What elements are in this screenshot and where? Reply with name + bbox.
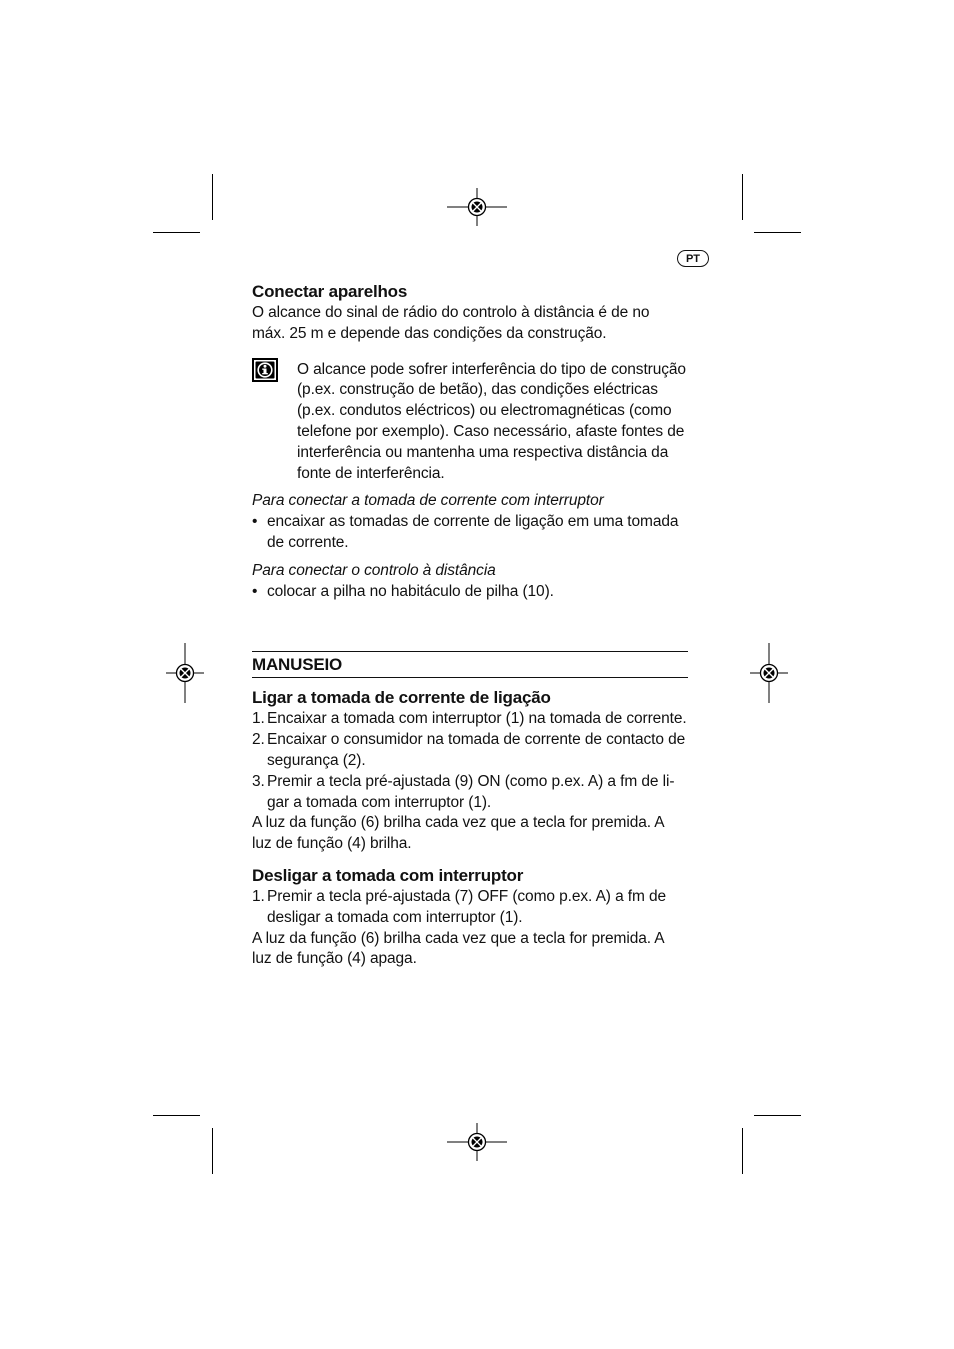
text-line: interferência ou mantenha uma respectiva distância da: [297, 443, 669, 461]
text-line: (p.ex. condutos eléctricos) ou electromagnéticas (como: [297, 402, 672, 420]
crop-mark-icon: [153, 232, 200, 233]
list-number: 2.: [252, 731, 265, 749]
text-line: desligar a tomada com interruptor (1).: [267, 908, 523, 926]
section-title: Conectar aparelhos: [252, 282, 408, 301]
crop-mark-icon: [754, 1115, 801, 1116]
subsection-title: Desligar a tomada com interruptor: [252, 865, 524, 885]
language-badge: PT: [677, 250, 709, 267]
registration-mark-icon: [750, 643, 788, 703]
text-line: Encaixar o consumidor na tomada de corrente de contacto de: [267, 731, 686, 749]
registration-mark-icon: [447, 188, 507, 226]
page-content: [252, 281, 692, 970]
section-header: [252, 651, 688, 678]
text-line: (p.ex. construção de betão), das condições eléctricas: [297, 381, 658, 399]
info-icon: [252, 358, 278, 382]
list-item: [252, 887, 692, 929]
crop-mark-icon: [742, 174, 743, 220]
paragraph: [252, 813, 692, 855]
list-item: [252, 772, 692, 814]
list-number: 1.: [252, 887, 265, 905]
subheading: Para conectar o controlo à distância: [252, 561, 496, 579]
text-line: Premir a tecla pré-ajustada (9) ON (como p.ex. A) a fm de li-: [267, 772, 675, 790]
list-number: 1.: [252, 710, 265, 728]
registration-mark-icon: [166, 643, 204, 703]
text-line: luz de função (4) apaga.: [252, 950, 417, 968]
subheading: Para conectar a tomada de corrente com interruptor: [252, 492, 604, 510]
text-line: de corrente.: [267, 533, 349, 551]
bullet-icon: •: [252, 513, 258, 531]
text-line: gar a tomada com interruptor (1).: [267, 793, 492, 811]
crop-mark-icon: [153, 1115, 200, 1116]
text-line: luz de função (4) brilha.: [252, 835, 412, 853]
text-line: telefone por exemplo). Caso necessário, afaste fontes de: [297, 422, 685, 440]
list-item: [252, 730, 692, 772]
paragraph: [252, 929, 692, 971]
info-note: [252, 360, 692, 485]
section-title: MANUSEIO: [252, 655, 343, 675]
subsection-title: Ligar a tomada de corrente de ligação: [252, 688, 551, 708]
crop-mark-icon: [212, 174, 213, 220]
crop-mark-icon: [742, 1128, 743, 1174]
text-line: máx. 25 m e depende das condições da construção.: [252, 324, 607, 342]
bullet-item: [252, 582, 692, 603]
text-line: fonte de interferência.: [297, 464, 445, 482]
registration-mark-icon: [447, 1123, 507, 1161]
list-number: 3.: [252, 772, 265, 790]
list-item: [252, 709, 692, 730]
text-line: encaixar as tomadas de corrente de ligação em uma tomada: [267, 513, 679, 531]
text-line: segurança (2).: [267, 751, 366, 769]
bullet-item: [252, 512, 692, 554]
crop-mark-icon: [212, 1128, 213, 1174]
text-line: A luz da função (6) brilha cada vez que a tecla for premida. A: [252, 929, 665, 947]
crop-mark-icon: [754, 232, 801, 233]
text-line: Premir a tecla pré-ajustada (7) OFF (como p.ex. A) a fm de: [267, 887, 667, 905]
text-line: colocar a pilha no habitáculo de pilha (10).: [267, 582, 554, 600]
text-line: Encaixar a tomada com interruptor (1) na tomada de corrente.: [267, 710, 687, 728]
text-line: O alcance pode sofrer interferência do tipo de construção: [297, 360, 686, 378]
text-line: O alcance do sinal de rádio do controlo à distância é de no: [252, 304, 650, 321]
text-line: A luz da função (6) brilha cada vez que a tecla for premida. A: [252, 814, 665, 832]
bullet-icon: •: [252, 582, 258, 600]
paragraph: [252, 303, 692, 345]
